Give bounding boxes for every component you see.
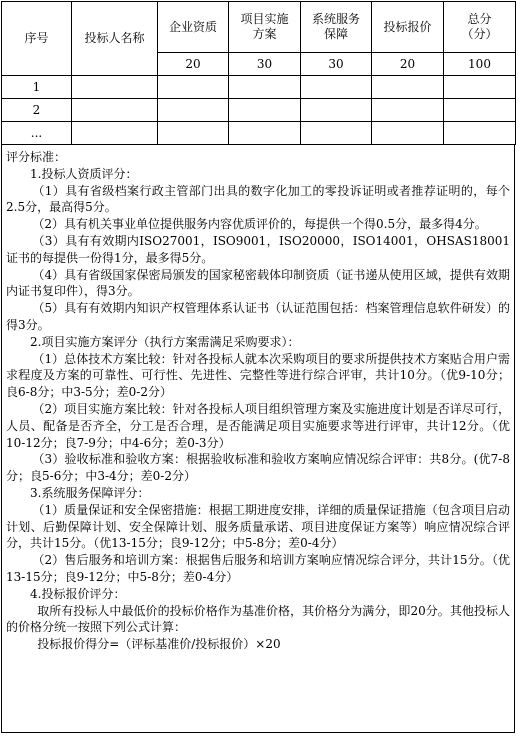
criteria-item: 取所有投标人中最低价的投标价格作为基准价格，其价格分为满分，即20分。其他投标人的价格分统一按照下列公式计算： xyxy=(6,603,510,635)
table-row xyxy=(2,122,516,145)
max-score-qualification: 20 xyxy=(158,53,229,76)
row-price-cell xyxy=(372,76,444,99)
row-service-cell xyxy=(301,99,372,122)
header-service xyxy=(301,2,372,53)
row-bidder-cell xyxy=(72,122,158,145)
criteria-item: （3）具有有效期内ISO27001，ISO9001，ISO20000，ISO14001，OHSAS18001证书的每提供一份得1分，最多得5分。 xyxy=(6,233,510,265)
row-plan-cell xyxy=(229,99,301,122)
criteria-title: 评分标准： xyxy=(6,150,67,164)
header-plan-line2: 方案 xyxy=(252,27,277,41)
row-seq: 2 xyxy=(2,99,72,122)
max-score-service: 30 xyxy=(301,53,372,76)
scoring-criteria xyxy=(1,145,515,733)
section-heading: 4.投标报价评分： xyxy=(30,586,126,601)
section-heading: 2.项目实施方案评分（执行方案需满足采购要求）： xyxy=(30,334,300,349)
header-bidder: 投标人名称 xyxy=(72,2,158,76)
row-total-cell xyxy=(444,122,516,145)
row-qualification-cell xyxy=(158,76,229,99)
table-row xyxy=(2,99,516,122)
row-price-cell xyxy=(372,122,444,145)
criteria-item: （2）售后服务和培训方案：根据售后服务和培训方案响应情况综合评分，共计15分。（优13-15分；良9-12分；中5-8分；差0-4分） xyxy=(6,553,510,584)
criteria-item: （5）具有有效期内知识产权管理体系认证书（认证范围包括：档案管理信息软件研发）的得3分。 xyxy=(6,301,510,332)
section-heading: 3.系统服务保障评分： xyxy=(30,485,150,500)
row-plan-cell xyxy=(229,76,301,99)
header-plan xyxy=(229,2,301,53)
header-total-line1: 总分 xyxy=(467,12,492,26)
row-qualification-cell xyxy=(158,99,229,122)
scoring-sheet xyxy=(1,1,515,742)
score-table xyxy=(1,1,516,145)
criteria-item: （1）具有省级档案行政主管部门出具的数字化加工的零投诉证明或者推荐证明的，每个2.5分，最高得5分。 xyxy=(6,183,510,215)
header-seq: 序号 xyxy=(2,2,72,76)
row-bidder-cell xyxy=(72,99,158,122)
header-price: 投标报价 xyxy=(372,2,444,53)
criteria-item: （4）具有省级国家保密局颁发的国家秘密载体印制资质（证书递从使用区域，提供有效期内证书复印件），得3分。 xyxy=(6,267,510,299)
criteria-item: （2）具有机关事业单位提供服务内容优质评价的，每提供一个得0.5分，最多得4分。 xyxy=(32,217,487,232)
row-service-cell xyxy=(301,76,372,99)
row-service-cell xyxy=(301,122,372,145)
row-plan-cell xyxy=(229,122,301,145)
row-qualification-cell xyxy=(158,122,229,145)
header-service-line1: 系统服务 xyxy=(311,12,360,26)
row-price-cell xyxy=(372,99,444,122)
row-seq: ... xyxy=(2,122,72,145)
header-row xyxy=(2,2,516,53)
price-formula: 投标报价得分=（评标基准价/投标报价）×20 xyxy=(37,637,281,652)
max-score-total: 100 xyxy=(444,53,516,76)
header-total xyxy=(444,2,516,53)
row-total-cell xyxy=(444,76,516,99)
criteria-item: （1）总体技术方案比较：针对各投标人就本次采购项目的要求所提供技术方案贴合用户需求程度及方案的可靠性、可行性、先进性、完整性等进行综合评审，共计10分。（优9-10分；良6-8分；中3-5分；差0-2分） xyxy=(6,351,510,400)
criteria-item: （3）验收标准和验收方案：根据验收标准和验收方案响应情况综合评审：共8分。(优7-8分；良5-6分；中3-4分；差0-2分） xyxy=(6,452,510,484)
criteria-item: （1）质量保证和安全保密措施：根据工期进度安排，详细的质量保证措施（包含项目启动计划、后勤保障计划、安全保障计划、服务质量承诺、项目进度保证方案等）响应情况综合评分，共计15分。（优13-15分；良9-12分；中5-8分；差0-4分） xyxy=(6,502,510,551)
header-total-line2: （分） xyxy=(461,27,498,41)
max-score-plan: 30 xyxy=(229,53,301,76)
row-seq: 1 xyxy=(2,76,72,99)
header-qualification: 企业资质 xyxy=(158,2,229,53)
header-service-line2: 保障 xyxy=(323,27,348,41)
row-total-cell xyxy=(444,99,516,122)
max-score-price: 20 xyxy=(372,53,444,76)
table-row xyxy=(2,76,516,99)
header-plan-line1: 项目实施 xyxy=(240,12,289,26)
criteria-item: （2）项目实施方案比较：针对各投标人项目组织管理方案及实施进度计划是否详尽可行，人员、配备是否齐全，分工是否合理，是否能满足项目实施要求等进行评审，共计12分。（优10-12分；良7-9分；中4-6分；差0-3分） xyxy=(6,401,510,450)
row-bidder-cell xyxy=(72,76,158,99)
section-heading: 1.投标人资质评分： xyxy=(30,166,138,181)
